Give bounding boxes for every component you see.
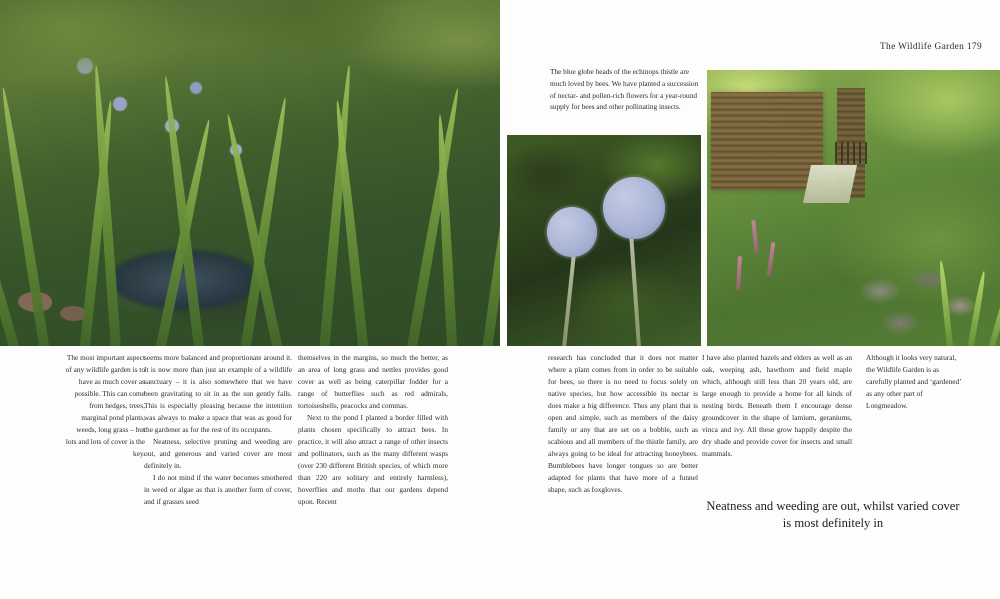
- caption-echinops: The blue globe heads of the echinops thistle are much loved by bees. We have planted a succession of nectar- and pollen-rich flowers for a year-round supply for bees and other pollinating insects.: [550, 67, 699, 112]
- running-head: The Wildlife Garden 179: [879, 42, 982, 52]
- pull-quote: Neatness and weeding are out, whilst varied cover is most definitely in: [706, 499, 960, 530]
- photo-pink-flower-spike: [736, 256, 742, 290]
- photo-thistle-head: [603, 177, 665, 239]
- photo-garden-path: [803, 165, 857, 203]
- body-column-2: [144, 352, 292, 508]
- photo-willow-hurdle: [711, 92, 823, 190]
- caption-natural-text: Although it looks very natural, the Wildlife Garden is as carefully planted and ‘gardened’ as any other part of Longmeadow.: [866, 353, 962, 410]
- photo-thistle-stem: [562, 253, 576, 346]
- standfirst-text: The most important aspect of any wildlife garden is to have as much cover as possible. This can come from hedges, trees, marginal pond plants, weeds, long grass – but lots and lots of cover is the key.: [65, 353, 145, 458]
- body-column-4: [548, 352, 698, 496]
- body-paragraph: research has concluded that it does not matter where a plant comes from in order to be suitable for bees, so there is no need to focus solely on native species, but how accessible its nectar is does make a big difference. Thus any plant that is open and simple, such as members of the daisy family or any that are set on a bobble, such as scabious and all members of the thistle family, are always going to be ideal for attracting honeybees. Bumblebees have longer tongues so are better adapted for plants that have more of a funnel shape, such as foxgloves.: [548, 353, 698, 494]
- photo-thistle-head: [547, 207, 597, 257]
- photo-rail: [835, 142, 871, 164]
- body-column-3: [298, 352, 448, 508]
- body-paragraph: seems more balanced and proportionate around it. It is now more than just an example of a wildlife sanctuary – it is also somewhere that we have been gravitating to sit in as the sun gently falls. This is especially pleasing because the intention was always to make a space that was as good for the gardener as for the rest of its occupants.: [144, 353, 292, 434]
- body-paragraph: Neatness, selective pruning and weeding are out, and generous and varied cover are most definitely in.: [144, 436, 292, 470]
- photo-globe-thistles: [507, 135, 701, 346]
- body-paragraph: themselves in the margins, so much the better, as an area of long grass and nettles provides good cover as well as being caterpillar fodder for a range of butterflies such as red admirals, tortoiseshells, peacocks and commas.: [298, 353, 448, 410]
- body-paragraph: Next to the pond I planted a border filled with plants chosen specifically to attract bees. In practice, it will also attract a range of other insects and pollinators, such as the many different wasps (over 230 different British species, of which more than 220 are solitary and entirely harmless), hoverflies and moths that our gardens depend upon. Recent: [298, 412, 448, 506]
- body-column-5: [702, 352, 852, 460]
- caption-column-natural: [866, 352, 962, 412]
- photo-pink-flower-spike: [751, 220, 759, 254]
- photo-pink-flower-spike: [767, 242, 776, 276]
- body-paragraph: I have also planted hazels and elders as well as an oak, weeping ash, hawthorn and field maple which, although still less than 20 years old, are large enough to provide a home for all kinds of nesting birds. Beneath them I encourage dense groundcover in the shape of lamium, geraniums, vinca and ivy. All these grow happily despite the dry shade and provide cover for insects and small mammals.: [702, 353, 852, 458]
- standfirst-column: [65, 352, 145, 460]
- photo-thistle-stem: [629, 231, 641, 346]
- photo-hurdle-fence-path: [707, 70, 1000, 346]
- photo-canopy-layer: [0, 0, 507, 150]
- body-text-columns: [0, 352, 1000, 599]
- photo-wildlife-pond: [0, 0, 507, 346]
- body-paragraph: I do not mind if the water becomes smothered in weed or algae as that is another form of cover, and if grasses seed: [144, 472, 292, 506]
